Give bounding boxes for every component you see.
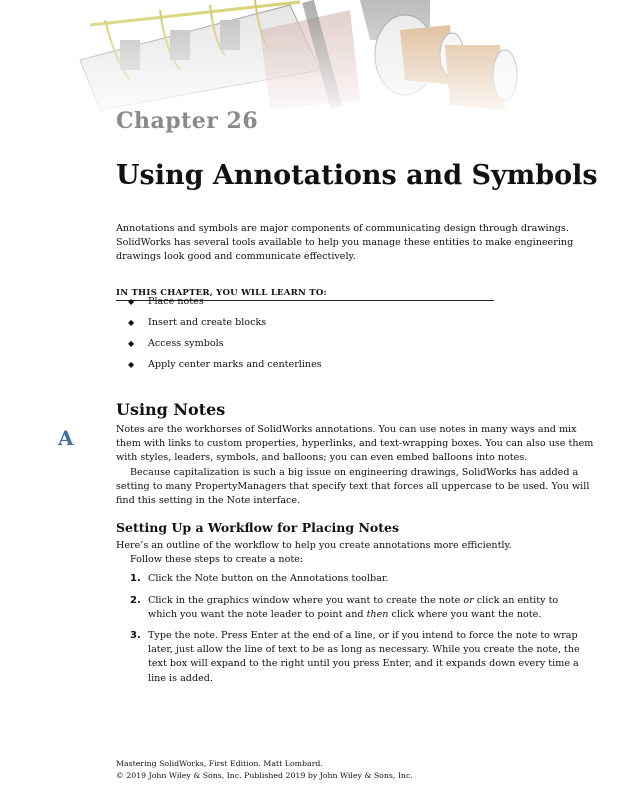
section-heading: Using Notes	[116, 400, 226, 419]
step-number: 1.	[130, 573, 141, 584]
list-item-text: Apply center marks and centerlines	[148, 359, 322, 370]
list-item	[128, 359, 322, 370]
diamond-bullet-icon: ◆	[128, 360, 135, 369]
step-text: Click the Note button on the Annotations toolbar.	[148, 573, 389, 584]
diamond-bullet-icon: ◆	[128, 318, 135, 327]
step-text: click an entity to which you want the note leader to point and	[148, 595, 559, 621]
note-tool-icon: A	[58, 426, 74, 450]
notes-paragraph-1: Notes are the workhorses of SolidWorks annotations. You can use notes in many ways and mix them with links to custom properties, hyperlinks, and text-wrapping boxes. You can also use them with styles, leaders, symbols, and balloons; you can even embed balloons into notes.	[116, 424, 594, 464]
list-item	[128, 317, 266, 328]
page-footer	[116, 758, 413, 782]
list-item-text: Access symbols	[148, 338, 224, 349]
subsection-heading: Setting Up a Workflow for Placing Notes	[116, 520, 400, 535]
intro-paragraph: Annotations and symbols are major components of communicating design through drawings. SolidWorks has several tools available to help you manage these entities to make engineering drawings look good and communicate effectively.	[116, 223, 574, 263]
workflow-paragraph: Here’s an outline of the workflow to help you create annotations more efficiently.	[116, 540, 512, 551]
step-text: Click in the graphics window where you want to create the note	[148, 595, 464, 606]
step-3	[130, 629, 590, 686]
step-emphasis: or	[463, 595, 474, 606]
footer-citation: Mastering SolidWorks, First Edition. Matt Lombard.	[116, 759, 323, 768]
chapter-number: Chapter 26	[116, 108, 259, 134]
step-number: 2.	[130, 595, 141, 606]
step-2	[130, 594, 590, 622]
list-item-text: Insert and create blocks	[148, 317, 267, 328]
chapter-title: Using Annotations and Symbols	[116, 160, 598, 191]
step-text: Type the note. Press Enter at the end of a line, or if you intend to force the note to wrap later, just allow the line of text to be as long as necessary. While you create the note, the text box will expand to the right until you press Enter, and it expands down every time a line is added.	[148, 630, 580, 684]
step-emphasis: then	[366, 609, 389, 621]
step-1	[130, 572, 590, 586]
notes-paragraph-2: Because capitalization is such a big issue on engineering drawings, SolidWorks has added a setting to many PropertyManagers that specify text that forces all uppercase to be used. You will find this setting in the Note interface.	[116, 467, 590, 507]
list-item-text: Place notes	[148, 296, 204, 307]
chapter-header-engine-illustration	[60, 0, 540, 125]
diamond-bullet-icon: ◆	[128, 339, 135, 348]
list-item	[128, 338, 224, 349]
footer-copyright: © 2019 John Wiley & Sons, Inc. Published 2019 by John Wiley & Sons, Inc.	[116, 771, 413, 780]
list-item	[128, 296, 204, 307]
learn-heading: IN THIS CHAPTER, YOU WILL LEARN TO:	[116, 288, 494, 301]
steps-intro: Follow these steps to create a note:	[130, 554, 304, 565]
diamond-bullet-icon: ◆	[128, 297, 135, 306]
step-text: click where you want the note.	[388, 609, 542, 621]
step-number: 3.	[130, 630, 141, 641]
